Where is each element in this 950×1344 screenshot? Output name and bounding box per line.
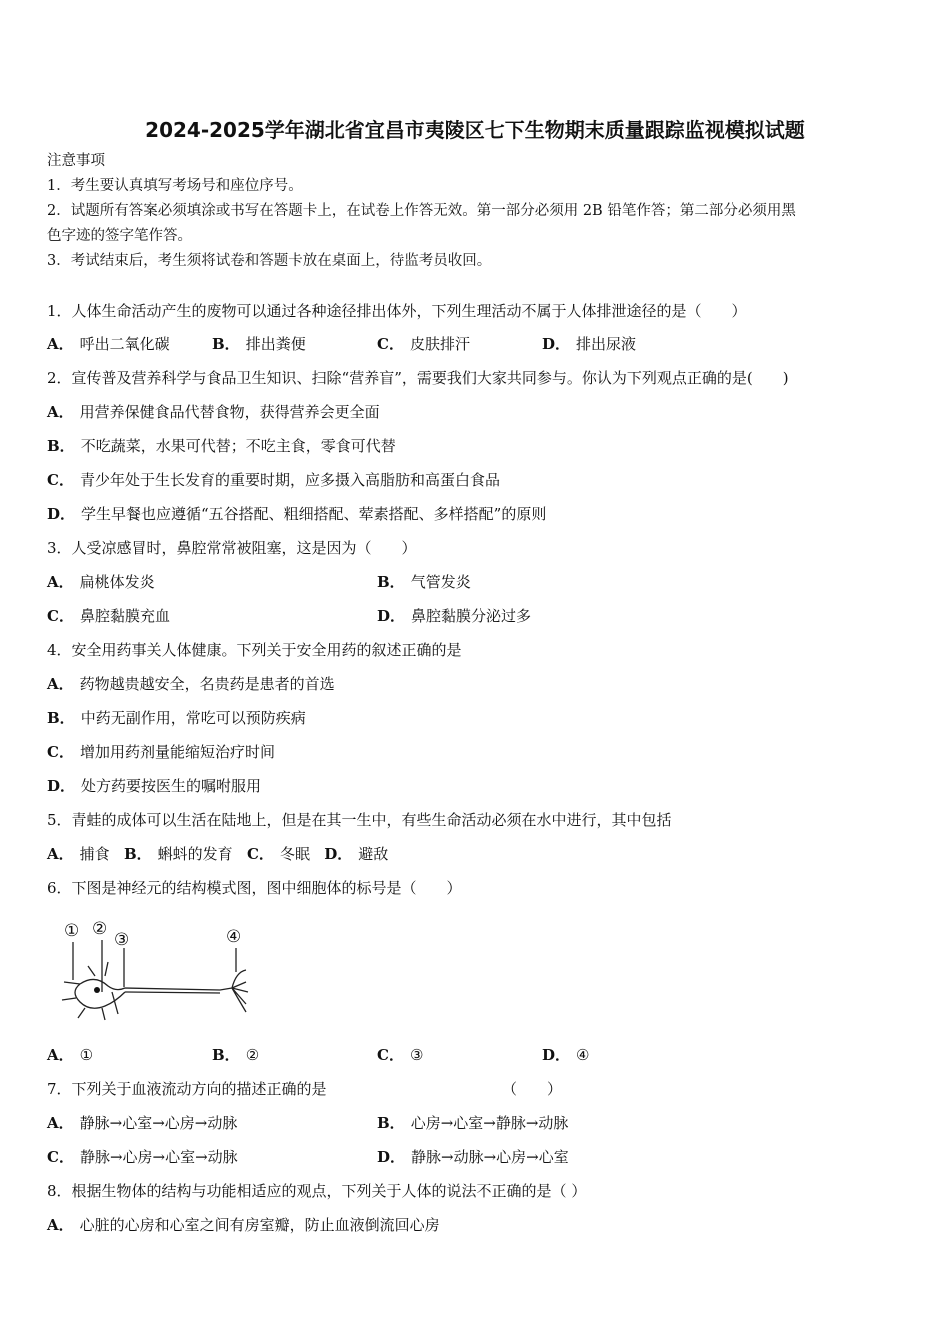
option-c: C． 增加用药剂量能缩短治疗时间 bbox=[47, 743, 275, 761]
option-b: B． ② bbox=[212, 1046, 260, 1064]
notes-heading: 注意事项 bbox=[47, 153, 105, 169]
option-a: A． 呼出二氧化碳 bbox=[47, 335, 170, 353]
question-4-stem: 4．安全用药事关人体健康。下列关于安全用药的叙述正确的是 bbox=[47, 641, 462, 659]
options-row: A． 捕食 B． 蝌蚪的发育 C． 冬眠 D． 避敌 bbox=[47, 845, 389, 863]
option-d: D． 鼻腔黏膜分泌过多 bbox=[377, 607, 532, 625]
option-a: A． 心脏的心房和心室之间有房室瓣，防止血液倒流回心房 bbox=[47, 1216, 440, 1234]
option-a: A． 扁桃体发炎 bbox=[47, 573, 155, 591]
option-b: B． 心房→心室→静脉→动脉 bbox=[377, 1114, 569, 1132]
option-d: D． 排出尿液 bbox=[542, 335, 637, 353]
option-d: D． 处方药要按医生的嘱咐服用 bbox=[47, 777, 262, 795]
option-c: C． 皮肤排汗 bbox=[377, 335, 470, 353]
option-a: A． 药物越贵越安全，名贵药是患者的首选 bbox=[47, 675, 335, 693]
note-item: 3．考试结束后，考生须将试卷和答题卡放在桌面上，待监考员收回。 bbox=[47, 253, 492, 269]
label-2: ② bbox=[92, 919, 108, 939]
option-c: C． 静脉→心房→心室→动脉 bbox=[47, 1148, 238, 1166]
option-b: B． 排出粪便 bbox=[212, 335, 306, 353]
option-d: D． ④ bbox=[542, 1046, 590, 1064]
option-a: A． 用营养保健食品代替食物，获得营养会更全面 bbox=[47, 403, 380, 421]
nucleus bbox=[94, 987, 100, 993]
note-item: 2．试题所有答案必须填涂或书写在答题卡上，在试卷上作答无效。第一部分必须用 2B 铅笔作答；第二部分必须用黑 bbox=[47, 203, 796, 219]
question-7-stem: 7．下列关于血液流动方向的描述正确的是 bbox=[47, 1080, 327, 1098]
option-b: B． 气管发炎 bbox=[377, 573, 471, 591]
option-a: A． 静脉→心室→心房→动脉 bbox=[47, 1114, 238, 1132]
note-item: 色字迹的签字笔作答。 bbox=[47, 228, 192, 244]
note-item: 1．考生要认真填写考场号和座位序号。 bbox=[47, 178, 303, 194]
question-1-stem: 1．人体生命活动产生的废物可以通过各种途径排出体外，下列生理活动不属于人体排泄途径的是（ ） bbox=[47, 302, 747, 320]
page-title: 2024-2025学年湖北省宜昌市夷陵区七下生物期末质量跟踪监视模拟试题 bbox=[145, 118, 805, 142]
option-d: D． 静脉→动脉→心房→心室 bbox=[377, 1148, 569, 1166]
option-c: C． ③ bbox=[377, 1046, 424, 1064]
question-5-stem: 5．青蛙的成体可以生活在陆地上，但是在其一生中，有些生命活动必须在水中进行，其中包括 bbox=[47, 811, 672, 829]
question-8-stem: 8．根据生物体的结构与功能相适应的观点，下列关于人体的说法不正确的是（ ） bbox=[47, 1182, 587, 1200]
option-c: C． 鼻腔黏膜充血 bbox=[47, 607, 170, 625]
label-1: ① bbox=[64, 921, 80, 941]
option-b: B． 不吃蔬菜，水果可代替；不吃主食，零食可代替 bbox=[47, 437, 396, 455]
option-a: A． ① bbox=[47, 1046, 94, 1064]
option-d: D． 学生早餐也应遵循“五谷搭配、粗细搭配、荤素搭配、多样搭配”的原则 bbox=[47, 505, 547, 523]
question-6-stem: 6．下图是神经元的结构模式图，图中细胞体的标号是（ ） bbox=[47, 879, 462, 897]
option-c: C． 青少年处于生长发育的重要时期，应多摄入高脂肪和高蛋白食品 bbox=[47, 471, 500, 489]
answer-paren: （ ） bbox=[502, 1080, 563, 1098]
question-2-stem: 2．宣传普及营养科学与食品卫生知识、扫除“营养盲”，需要我们大家共同参与。你认为下列观点正确的是( ) bbox=[47, 369, 789, 387]
option-b: B． 中药无副作用，常吃可以预防疾病 bbox=[47, 709, 306, 727]
label-4: ④ bbox=[226, 927, 242, 947]
label-3: ③ bbox=[114, 930, 130, 950]
neuron-diagram bbox=[50, 912, 270, 1027]
question-3-stem: 3．人受凉感冒时，鼻腔常常被阻塞，这是因为（ ） bbox=[47, 539, 417, 557]
